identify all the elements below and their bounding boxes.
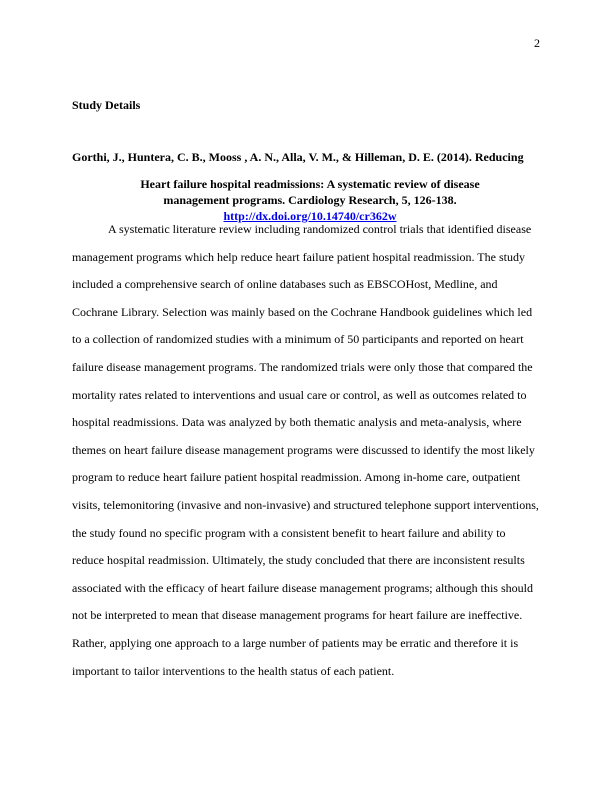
- page-number: 2: [534, 36, 540, 50]
- reference-continuation: Heart failure hospital readmissions: A systematic review of disease management programs. Cardiology Research, 5, 126-138.: [140, 177, 480, 207]
- paragraph-line: hospital readmissions. Data was analyzed by both thematic analysis and meta-analysis, where: [72, 415, 522, 430]
- paragraph-line: to a collection of randomized studies with a minimum of 50 participants and reported on heart: [72, 332, 524, 347]
- paragraph-line: A systematic literature review including randomized control trials that identified disease: [108, 222, 532, 236]
- paragraph-line: management programs which help reduce heart failure patient hospital readmission. The study: [72, 249, 525, 264]
- doi-link[interactable]: http://dx.doi.org/10.14740/cr362w: [223, 209, 397, 223]
- paragraph-line: important to tailor interventions to the health status of each patient.: [72, 663, 395, 678]
- reference-first-line: Gorthi, J., Huntera, C. B., Mooss , A. N., Alla, V. M., & Hilleman, D. E. (2014). Reducing: [72, 150, 524, 164]
- paragraph-line: not be interpreted to mean that disease management programs for heart failure are ineffective.: [72, 608, 523, 623]
- reference-citation: [72, 150, 540, 224]
- paragraph-line: mortality rates related to interventions and usual care or control, as well as outcomes related to: [72, 387, 527, 402]
- paragraph-line: associated with the efficacy of heart failure disease management programs; although this should: [72, 580, 533, 595]
- paragraph-line: reduce hospital readmission. Ultimately, the study concluded that there are inconsistent results: [72, 553, 525, 568]
- paragraph-line: included a comprehensive search of online databases such as EBSCOHost, Medline, and: [72, 277, 498, 292]
- paragraph-line: Rather, applying one approach to a large number of patients may be erratic and therefore it is: [72, 635, 519, 650]
- section-heading: Study Details: [72, 98, 141, 112]
- paragraph-line: program to reduce heart failure patient hospital readmission. Among in-home care, outpatient: [72, 470, 521, 485]
- paragraph-line: failure disease management programs. The randomized trials were only those that compared the: [72, 359, 533, 374]
- paragraph-line: visits, telemonitoring (invasive and non-invasive) and structured telephone support interventions,: [72, 497, 539, 512]
- paragraph-line: Cochrane Library. Selection was mainly based on the Cochrane Handbook guidelines which led: [72, 304, 533, 319]
- paragraph-line: the study found no specific program with a consistent benefit to heart failure and ability to: [72, 525, 506, 540]
- summary-paragraph: [72, 216, 542, 685]
- paragraph-line: themes on heart failure disease management programs were discussed to identify the most likely: [72, 442, 535, 457]
